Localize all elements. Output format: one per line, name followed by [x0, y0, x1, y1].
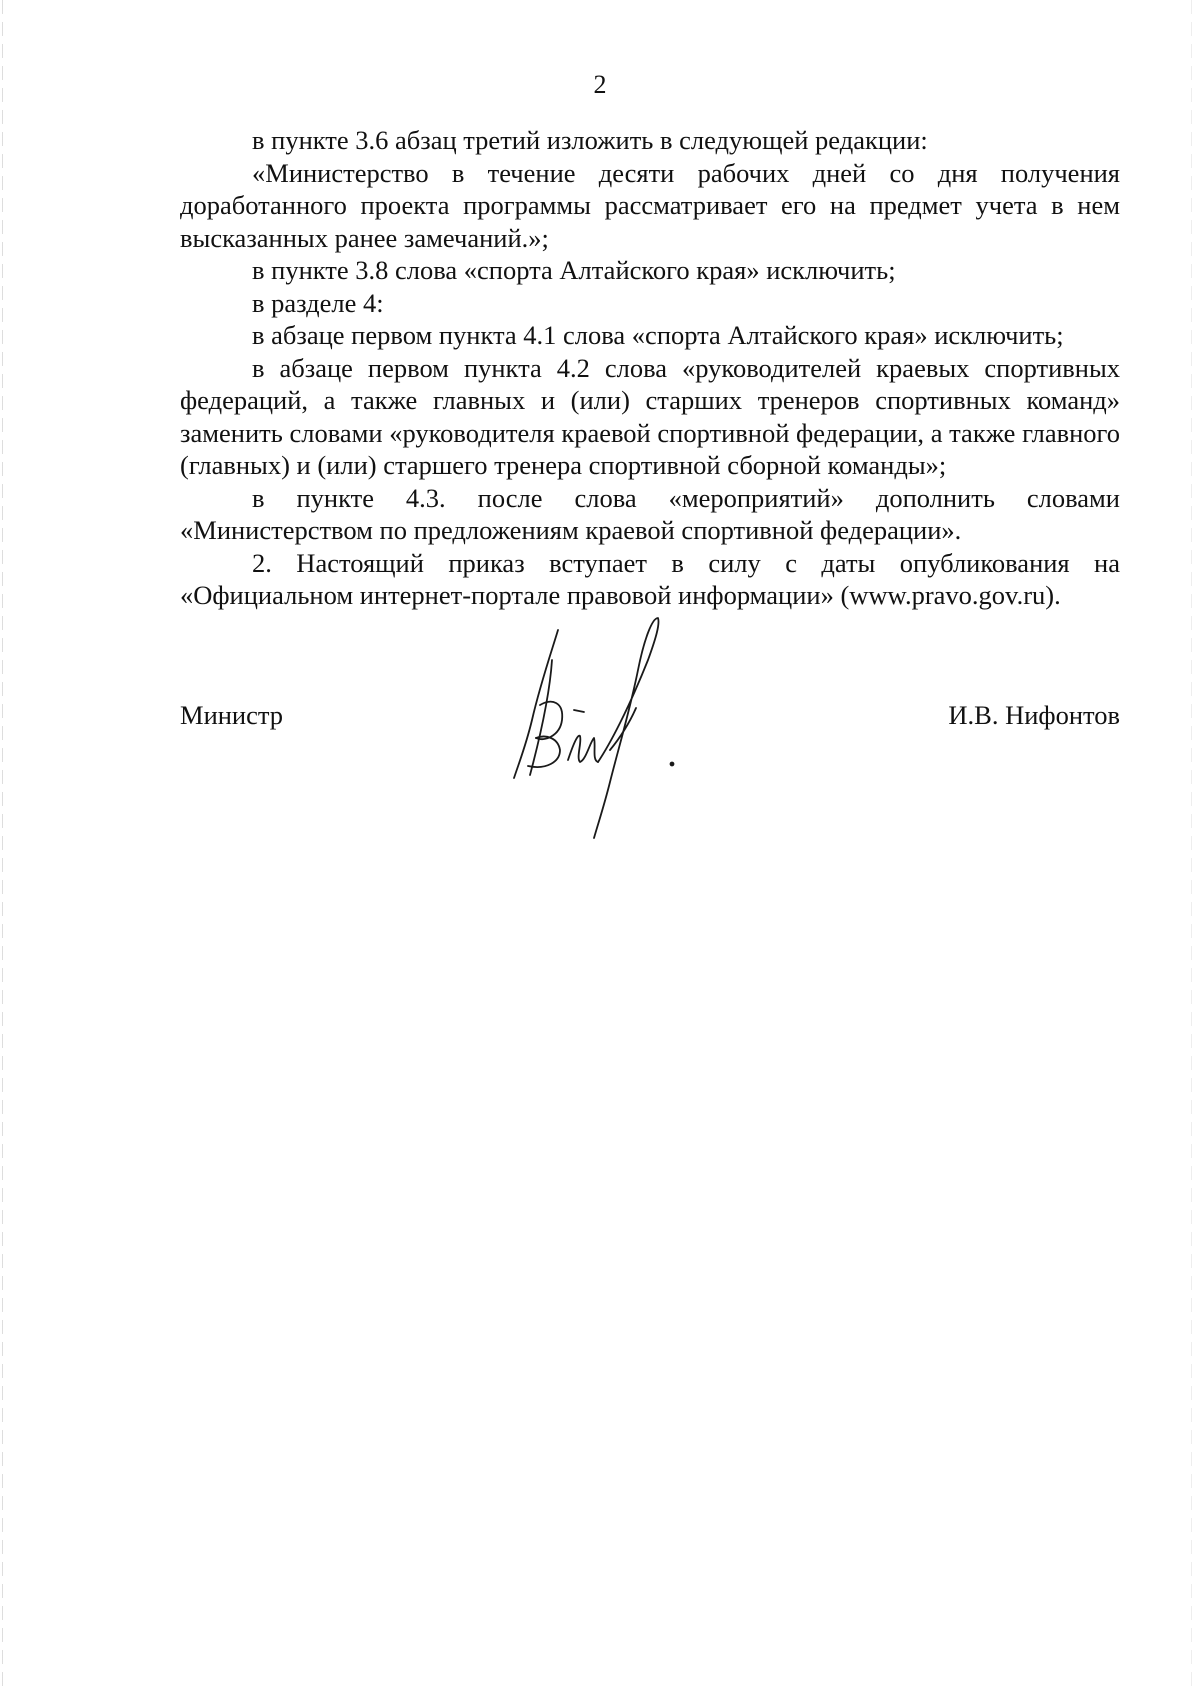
signer-name: И.В. Нифонтов	[948, 700, 1120, 730]
paragraph-4: в разделе 4:	[252, 287, 384, 318]
paragraph-6: в абзаце первом пункта 4.2 слова «руководителей краевых спортивных федераций, а также главных и (или) старших тренеров спортивных команд» заменить словами «руководителя краевой спортивной федерации, а также главного (главных) и (или) старшего тренера спортивной сборной команды»;	[180, 352, 1120, 480]
scan-edge-left	[2, 0, 3, 1690]
paragraph-1: в пункте 3.6 абзац третий изложить в следующей редакции:	[252, 125, 928, 155]
document-body	[180, 124, 1120, 612]
paragraph-8: 2. Настоящий приказ вступает в силу с даты опубликования на «Официальном интернет-портале правовой информации» (www.pravo.gov.ru).	[180, 547, 1120, 610]
paragraph-7: в пункте 4.3. после слова «мероприятий» дополнить словами «Министерством по предложениям краевой спортивной федерации».	[180, 482, 1120, 545]
signer-title: Министр	[180, 700, 284, 730]
signature-block	[180, 620, 1120, 840]
paragraph-5: в абзаце первом пункта 4.1 слова «спорта Алтайского края» исключить;	[252, 320, 1064, 350]
paragraph-2: «Министерство в течение десяти рабочих дней со дня получения доработанного проекта программы рассматривает его на предмет учета в нем высказанных ранее замечаний.»;	[180, 157, 1120, 253]
page-number: 2	[593, 70, 607, 99]
handwritten-signature	[480, 610, 720, 840]
scan-edge-right	[1191, 0, 1192, 1690]
paragraph-3: в пункте 3.8 слова «спорта Алтайского края» исключить;	[252, 255, 896, 285]
